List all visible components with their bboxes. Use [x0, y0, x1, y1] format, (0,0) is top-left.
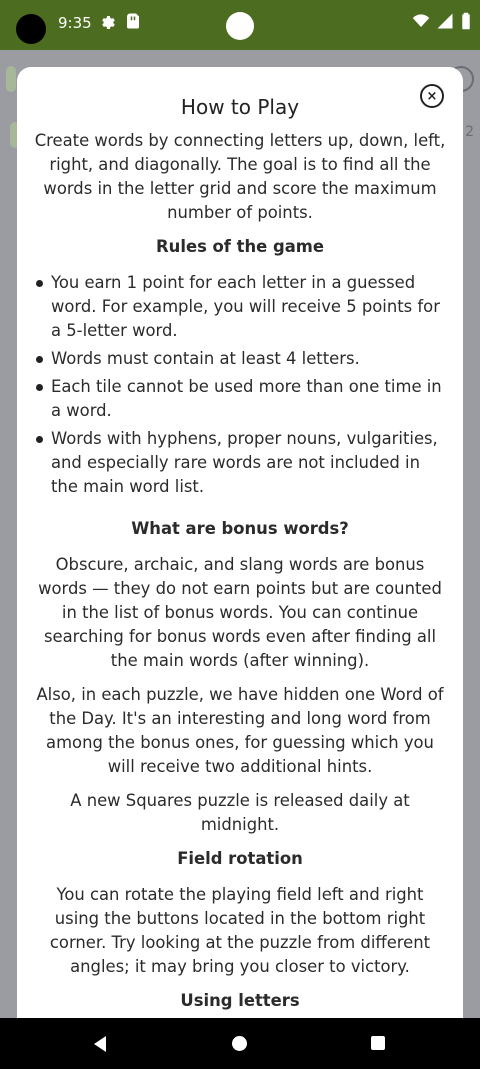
bonus-heading: What are bonus words?	[131, 519, 349, 538]
rule-item: You earn 1 point for each letter in a guessed word. For example, you will receive 5 points for a 5-letter word.	[33, 271, 447, 343]
home-icon[interactable]	[232, 1036, 247, 1051]
bonus-paragraph-2: Also, in each puzzle, we have hidden one Word of the Day. It's an interesting and long word from among the bonus ones, for guessing which you will receive two additional hints.	[36, 685, 444, 776]
camera-cutout	[16, 14, 46, 44]
camera-dot	[226, 12, 254, 40]
status-icons-right	[412, 12, 472, 30]
how-to-play-modal	[17, 67, 463, 1018]
wifi-icon	[412, 12, 430, 30]
background-counter: 2	[465, 124, 474, 140]
intro-text: Create words by connecting letters up, down, left, right, and diagonally. The goal is to find all the words in the letter grid and score the maximum number of points.	[34, 131, 446, 222]
rules-heading: Rules of the game	[156, 237, 324, 256]
rule-item: Words must contain at least 4 letters.	[33, 347, 447, 371]
signal-icon	[436, 12, 454, 30]
battery-icon	[460, 12, 472, 30]
sim-card-icon	[124, 12, 142, 30]
rotation-heading: Field rotation	[177, 849, 303, 868]
gear-icon	[98, 12, 116, 30]
back-icon[interactable]	[92, 1035, 108, 1053]
modal-content[interactable]	[33, 129, 447, 1059]
close-icon[interactable]: ×	[420, 84, 444, 108]
rules-list	[33, 271, 447, 499]
status-icons-left	[98, 12, 142, 30]
rule-item: Each tile cannot be used more than one time in a word.	[33, 375, 447, 423]
rotation-text: You can rotate the playing field left and right using the buttons located in the bottom right corner. Try looking at the puzzle from different angles; it may bring you closer to victory.	[49, 885, 431, 976]
modal-title: How to Play	[180, 95, 300, 119]
letters-heading: Using letters	[180, 991, 300, 1010]
status-bar	[0, 0, 480, 50]
navigation-bar	[0, 1018, 480, 1069]
rule-item: Words with hyphens, proper nouns, vulgarities, and especially rare words are not included in the main word list.	[33, 427, 447, 499]
background-chip	[6, 66, 16, 92]
status-time: 9:35	[58, 14, 92, 32]
bonus-paragraph-1: Obscure, archaic, and slang words are bonus words — they do not earn points but are counted in the list of bonus words. You can continue searching for bonus words even after finding all the main words (after winning).	[38, 555, 442, 670]
recent-apps-icon[interactable]	[371, 1036, 385, 1050]
daily-release-text: A new Squares puzzle is released daily at midnight.	[70, 791, 410, 834]
